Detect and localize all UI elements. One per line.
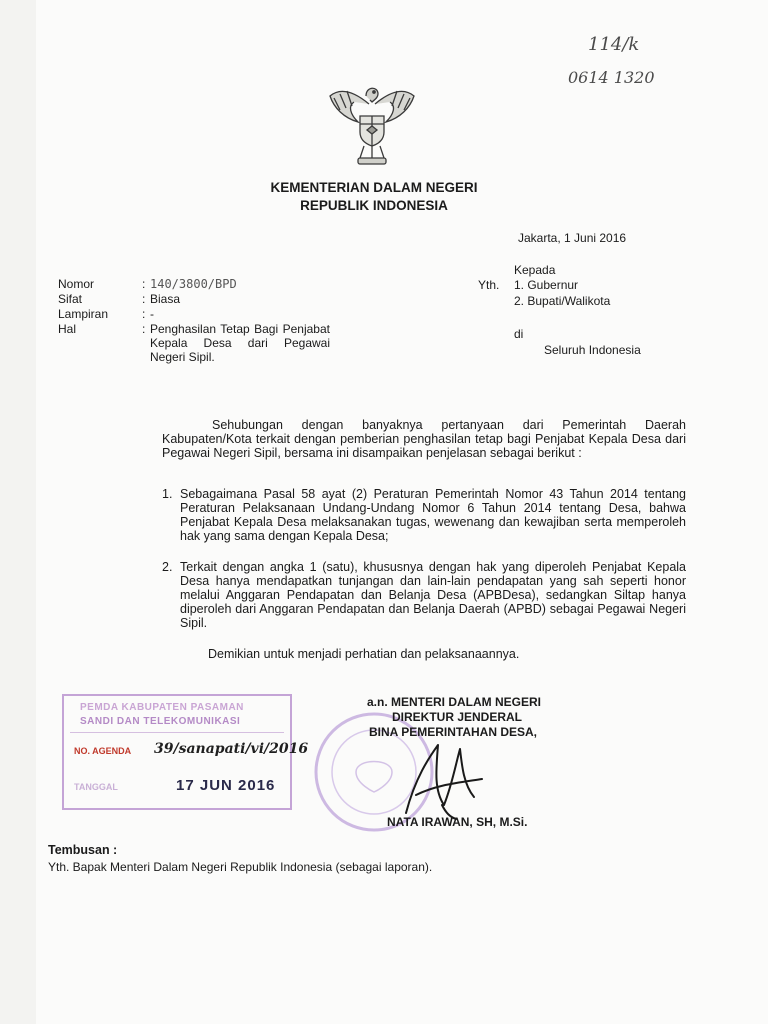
body-point-2 bbox=[162, 560, 686, 630]
stamp-agenda-value: 39/sanapati/vi/2016 bbox=[154, 741, 309, 757]
recipient-item-1: 1. Gubernur bbox=[514, 278, 579, 292]
meta-value-nomor: 140/3800/BPD bbox=[150, 277, 237, 291]
signatory-name: NATA IRAWAN, SH, M.Si. bbox=[387, 815, 528, 829]
point-text: Terkait dengan angka 1 (satu), khususnya dengan hak yang diperoleh Penjabat Kepala Desa hanya mendapatkan tunjangan dan lain-lain pendapatan yang sah seperti honor melalui Anggaran Pendapatan dan Belanja Desa (APBDesa), sedangkan Siltap hanya diperoleh dari Anggaran Pendapatan dan Belanja Daerah (APBD) sebagai Pegawai Negeri Sipil. bbox=[180, 560, 686, 630]
meta-label-lampiran: Lampiran bbox=[58, 307, 109, 321]
stamp-agenda-label: NO. AGENDA bbox=[74, 746, 132, 756]
cc-line: Yth. Bapak Menteri Dalam Negeri Republik Indonesia (sebagai laporan). bbox=[48, 860, 433, 874]
body-intro: Sehubungan dengan banyaknya pertanyaan dari Pemerintah Daerah Kabupaten/Kota terkait dengan pemberian penghasilan tetap bagi Penjabat Kepala Desa dari Pegawai Negeri Sipil, bersama ini disampaikan penjelasan sebagai berikut : bbox=[162, 418, 686, 460]
stamp-office-line: PEMDA KABUPATEN PASAMAN bbox=[80, 702, 244, 713]
recipient-kepada: Kepada bbox=[514, 263, 556, 277]
body-closing: Demikian untuk menjadi perhatian dan pelaksanaannya. bbox=[208, 647, 520, 661]
letter-date: Jakarta, 1 Juni 2016 bbox=[518, 231, 627, 245]
country-title: REPUBLIK INDONESIA bbox=[300, 198, 448, 213]
handwritten-note-2: 0614 1320 bbox=[568, 68, 655, 87]
recipient-place: Seluruh Indonesia bbox=[544, 343, 641, 357]
handwritten-note-1: 114/k bbox=[588, 34, 640, 55]
meta-label-nomor: Nomor bbox=[58, 277, 95, 291]
handwritten-signature-icon bbox=[386, 735, 496, 825]
meta-value-sifat: Biasa bbox=[150, 292, 181, 306]
recipient-yth: Yth. bbox=[478, 278, 500, 292]
stamp-unit-line: SANDI DAN TELEKOMUNIKASI bbox=[80, 716, 241, 727]
cc-title: Tembusan : bbox=[48, 843, 118, 857]
agenda-stamp bbox=[62, 694, 309, 810]
ministry-title: KEMENTERIAN DALAM NEGERI bbox=[270, 180, 478, 195]
stamp-date-label: TANGGAL bbox=[74, 782, 118, 792]
meta-sep-sifat: : bbox=[142, 292, 146, 306]
point-number: 2. bbox=[162, 560, 173, 574]
point-text: Sebagaimana Pasal 58 ayat (2) Peraturan Pemerintah Nomor 43 Tahun 2014 tentang Peraturan Pelaksanaan Undang-Undang Nomor 6 Tahun 2014 tentang Desa, bahwa Penjabat Kepala Desa melaksanakan tugas, wewenang dan kewajiban serta memperoleh hak yang sama dengan Kepala Desa; bbox=[180, 487, 686, 543]
garuda-emblem-icon bbox=[322, 74, 422, 170]
meta-label-sifat: Sifat bbox=[58, 292, 83, 306]
signature-line-1: a.n. MENTERI DALAM NEGERI bbox=[367, 695, 542, 709]
meta-value-hal: Penghasilan Tetap Bagi Penjabat Kepala Desa dari Pegawai Negeri Sipil. bbox=[150, 322, 330, 364]
stamp-date-value: 17 JUN 2016 bbox=[176, 777, 276, 794]
meta-label-hal: Hal bbox=[58, 322, 77, 336]
meta-sep-lampiran: : bbox=[142, 307, 146, 321]
point-number: 1. bbox=[162, 487, 173, 501]
recipient-item-2: 2. Bupati/Walikota bbox=[514, 294, 611, 308]
signature-line-2: DIREKTUR JENDERAL bbox=[392, 710, 523, 724]
signature-line-3: BINA PEMERINTAHAN DESA, bbox=[369, 725, 538, 739]
meta-sep-hal: : bbox=[142, 322, 146, 336]
recipient-di: di bbox=[514, 327, 524, 341]
meta-value-lampiran: - bbox=[150, 307, 154, 321]
meta-sep-nomor: : bbox=[142, 277, 146, 291]
body-point-1 bbox=[162, 487, 686, 543]
